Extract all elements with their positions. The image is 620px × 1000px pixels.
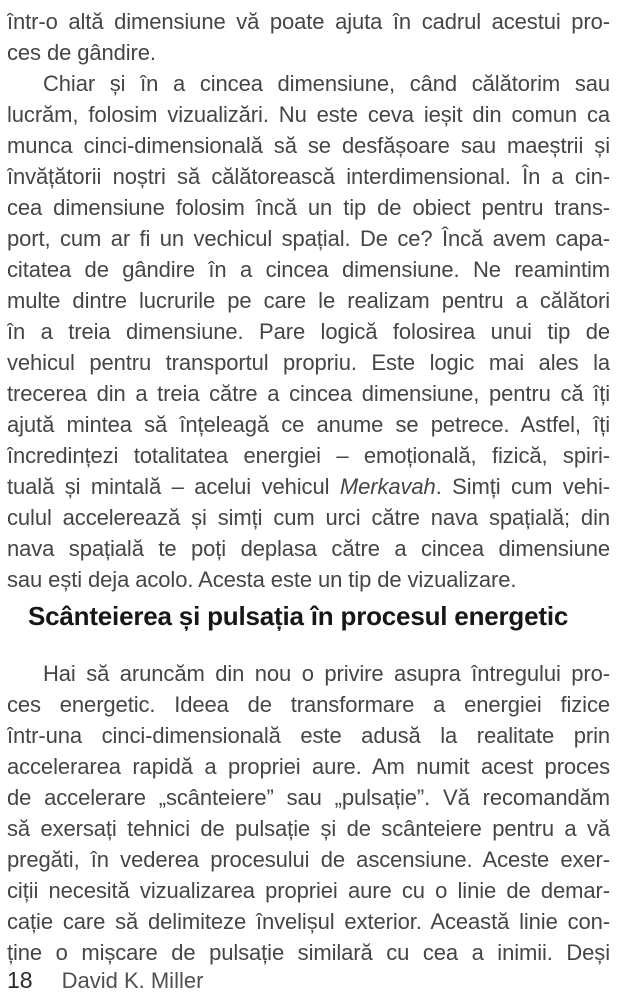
body-text-bottom	[7, 658, 610, 968]
text-line: ajută mintea să înțeleagă ce anume se petrece. Astfel, îți	[7, 412, 610, 437]
text-line: lucrăm, folosim vizualizări. Nu este ceva ieșit din comun ca	[7, 102, 610, 127]
text-line: ține o mișcare de pulsație similară cu cea a inimii. Deși	[7, 940, 610, 965]
text-line: ces energetic. Ideea de transformare a energiei fizice	[7, 692, 610, 717]
text-line: ces de gândire.	[7, 40, 156, 65]
text-line: citatea de gândire în a cincea dimensiune. Ne reamintim	[7, 257, 610, 282]
footer-page-number: 18	[7, 967, 33, 993]
text-line: într-una cinci-dimensională este adusă la realitate prin	[7, 723, 610, 748]
text-line: accelerarea rapidă a propriei aure. Am numit acest proces	[7, 754, 610, 779]
page-footer	[7, 966, 203, 995]
text-line: încredințezi totalitatea energiei – emoțională, fizică, spiri-	[7, 443, 610, 468]
text-line: ciții necesită vizualizarea propriei aure cu o linie de demar-	[7, 878, 610, 903]
text-line: nava spațială te poți deplasa către a cincea dimensiune	[7, 536, 610, 561]
body-text-top	[7, 6, 610, 595]
text-line: munca cinci-dimensională să se desfășoare sau maeștrii și	[7, 133, 610, 158]
text-line: cație care să delimiteze învelișul exterior. Această linie con-	[7, 909, 610, 934]
text-line: sau ești deja acolo. Acesta este un tip de vizualizare.	[7, 567, 517, 592]
text-line: culul accelerează și simți cum urci către nava spațială; din	[7, 505, 610, 530]
text-line: pregăti, în vederea procesului de ascensiune. Aceste exer-	[7, 847, 610, 872]
text-line: vehicul pentru transportul propriu. Este logic mai ales la	[7, 350, 610, 375]
section-heading: Scânteierea și pulsația în procesul energetic	[28, 601, 569, 631]
text-line: cea dimensiune folosim încă un tip de obiect pentru trans-	[7, 195, 610, 220]
text-line: de accelerare „scânteiere” sau „pulsație”. Vă recomandăm	[7, 785, 610, 810]
text-line: Chiar și în a cincea dimensiune, când călătorim sau	[43, 71, 610, 96]
text-line: tuală și mintală – acelui vehicul Merkavah. Simți cum vehi-	[7, 474, 610, 499]
footer-author: David K. Miller	[61, 968, 204, 993]
text-line: învățătorii noștri să călătorească interdimensional. În a cin-	[7, 164, 610, 189]
text-line: să exersați tehnici de pulsație și de scânteiere pentru a vă	[7, 816, 610, 841]
text-line: în a treia dimensiune. Pare logică folosirea unui tip de	[7, 319, 610, 344]
text-line: trecerea din a treia către a cincea dimensiune, pentru că îți	[7, 381, 610, 406]
text-line: port, cum ar fi un vechicul spațial. De ce? Încă avem capa-	[7, 226, 610, 251]
text-line: într-o altă dimensiune vă poate ajuta în cadrul acestui pro-	[7, 9, 610, 34]
text-line: multe dintre lucrurile pe care le realizam pentru a călători	[7, 288, 610, 313]
text-line: Hai să aruncăm din nou o privire asupra întregului pro-	[43, 661, 610, 686]
